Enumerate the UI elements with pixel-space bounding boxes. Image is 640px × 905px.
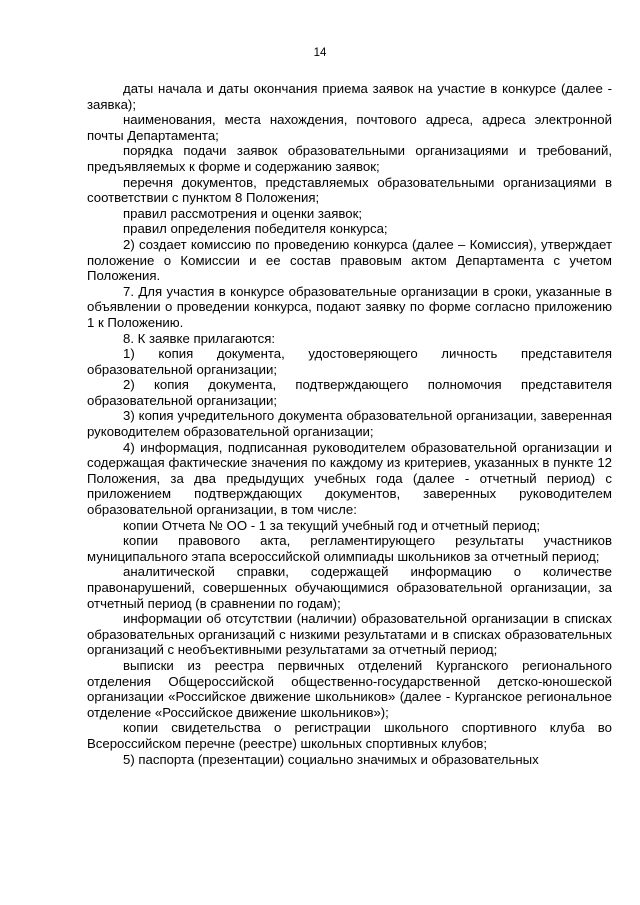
paragraph: даты начала и даты окончания приема заявок на участие в конкурсе (далее - заявка);	[87, 81, 612, 112]
paragraph: копии свидетельства о регистрации школьного спортивного клуба во Всероссийском перечне (реестре) школьных спортивных клубов;	[87, 720, 612, 751]
paragraph: наименования, места нахождения, почтового адреса, адреса электронной почты Департамента;	[87, 112, 612, 143]
paragraph: 5) паспорта (презентации) социально значимых и образовательных	[123, 751, 539, 767]
paragraph: порядка подачи заявок образовательными организациями и требований, предъявляемых к форме и содержанию заявок;	[87, 143, 612, 174]
paragraph: правил рассмотрения и оценки заявок;	[123, 205, 363, 221]
paragraph: 3) копия учредительного документа образовательной организации, заверенная руководителем образовательной организации;	[87, 408, 612, 440]
paragraph: правил определения победителя конкурса;	[123, 221, 388, 237]
paragraph: 8. К заявке прилагаются:	[123, 330, 276, 346]
paragraph: аналитической справки, содержащей информацию о количестве правонарушений, совершенных обучающимися образовательной организации, за отчетный период (в сравнении по годам);	[87, 564, 612, 611]
document-body	[87, 81, 612, 767]
page-number: 14	[313, 47, 327, 59]
paragraph: 2) копия документа, подтверждающего полномочия представителя образовательной организации;	[87, 377, 612, 408]
paragraph: 2) создает комиссию по проведению конкурса (далее – Комиссия), утверждает положение о Комиссии и ее состав правовым актом Департамента с учетом Положения.	[87, 236, 612, 284]
paragraph: 7. Для участия в конкурсе образовательные организации в сроки, указанные в объявлении о проведении конкурса, подают заявку по форме согласно приложению 1 к Положению.	[87, 283, 612, 330]
paragraph: информации об отсутствии (наличии) образовательной организации в списках образовательных организаций с низкими результатами и в списках образовательных организаций с необъективными результатами за отчетный период;	[87, 611, 612, 658]
paragraph: копии правового акта, регламентирующего результаты участников муниципального этапа всероссийской олимпиады школьников за отчетный период;	[87, 533, 612, 564]
paragraph: выписки из реестра первичных отделений Курганского регионального отделения Общероссийской общественно-государственной детско-юношеской организации «Российское движение школьников» (далее - Курганское региональное отделение «Российское движение школьников»);	[87, 657, 612, 720]
paragraph: 1) копия документа, удостоверяющего личность представителя образовательной организации;	[87, 346, 612, 377]
paragraph: копии Отчета № ОО - 1 за текущий учебный год и отчетный период;	[123, 517, 541, 533]
paragraph: 4) информация, подписанная руководителем образовательной организации и содержащая фактические значения по каждому из критериев, указанных в пункте 12 Положения, за два предыдущих учебных года (далее - отчетный период) с приложением подтверждающих документов, заверенных руководителем образовательной организации, в том числе:	[87, 439, 612, 518]
paragraph: перечня документов, представляемых образовательными организациями в соответствии с пунктом 8 Положения;	[87, 174, 612, 206]
